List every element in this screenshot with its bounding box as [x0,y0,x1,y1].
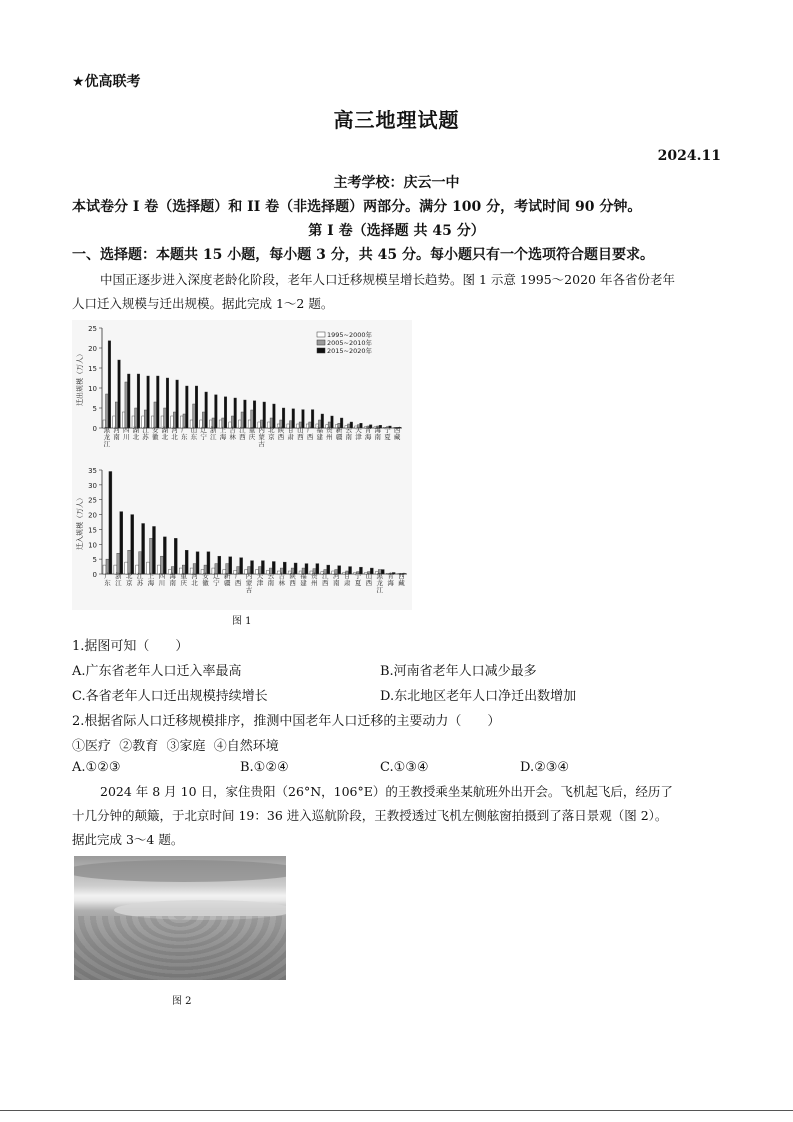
figure-2-caption: 图 2 [172,996,192,1007]
bar [115,402,118,428]
bar [196,552,199,574]
category-label: 福建 [316,426,323,441]
category-label: 江苏 [142,426,149,441]
figure-1 [72,320,412,610]
category-label: 四川 [122,426,130,441]
y-tick-label: 10 [88,385,97,393]
q1-option-d[interactable]: D.东北地区老年人口净迁出数增加 [380,689,577,704]
y-tick-label: 20 [88,511,97,520]
q2-option-b[interactable]: B.①②④ [240,760,289,775]
photo-cloud-sea [74,916,286,980]
category-label: 辽宁 [200,426,207,441]
host-school: 主考学校：庆云一中 [333,175,460,191]
bar [195,386,198,428]
bar [186,386,189,428]
category-label: 辽宁 [213,572,220,587]
intro1-line1: 中国正逐步进入深度老龄化阶段，老年人口迁移规模呈增长趋势。图 1 示意 1995～2020 年各省份老年 [100,272,675,287]
category-label: 重庆 [248,426,256,441]
y-tick-label: 15 [88,365,97,373]
y-axis-label: 迁入规模（万人） [76,494,84,550]
category-label: 内蒙古 [258,426,265,448]
category-label: 贵州 [326,426,333,441]
category-label: 山东 [190,426,198,441]
intro-paragraph-2 [72,780,732,852]
category-label: 海南 [374,426,382,441]
bar [253,401,256,428]
intro1-line2: 人口迁入规模与迁出规模。据此完成 1～2 题。 [72,296,334,311]
category-label: 新疆 [224,572,231,587]
category-label: 西藏 [398,572,405,587]
category-label: 云南 [267,572,275,587]
category-label: 河南 [113,426,120,441]
category-label: 江西 [322,572,329,587]
q1-option-c[interactable]: C.各省老年人口迁出规模持续增长 [72,689,268,704]
exam-description: 本试卷分 I 卷（选择题）和 II 卷（非选择题）两部分。满分 100 分，考试时间 90 分钟。 [72,199,642,215]
intro2-line1: 2024 年 8 月 10 日，家住贵阳（26°N，106°E）的王教授乘坐某航班外出开会。飞机起飞后，经历了 [100,784,673,799]
exam-tag: ★优高联考 [72,74,141,90]
q1-option-b[interactable]: B.河南省老年人口减少最多 [380,664,537,679]
y-axis-label: 迁出规模（万人） [76,350,84,406]
q1-option-a[interactable]: A.广东省老年人口迁入率最高 [72,664,242,679]
category-label: 云南 [345,426,353,441]
bar [106,394,109,428]
category-label: 宁夏 [384,426,391,441]
category-label: 上海 [147,572,155,587]
category-label: 山西 [365,572,373,587]
legend-label: 2005~2010年 [327,339,373,347]
category-label: 河北 [171,426,178,441]
category-label: 浙江 [210,426,217,441]
legend-swatch [317,332,325,337]
y-tick-label: 35 [88,467,97,475]
category-label: 河北 [191,572,198,587]
category-label: 海南 [169,572,177,587]
bar [205,392,208,428]
bar [147,376,150,428]
legend-swatch [317,340,325,345]
category-label: 陕西 [289,572,296,587]
bar [128,550,131,574]
bar [164,408,167,428]
q2-option-c[interactable]: C.①③④ [380,760,429,775]
bar [176,380,179,428]
section-heading: 一、选择题：本题共 15 小题，每小题 3 分，共 45 分。每小题只有一个选项符合题目要求。 [72,247,654,263]
category-label: 安徽 [202,572,209,587]
y-tick-label: 0 [92,425,97,433]
bar [244,400,247,428]
y-tick-label: 20 [88,345,97,353]
category-label: 浙江 [115,572,122,587]
bar [127,374,130,428]
bar [273,404,276,428]
bar [108,341,111,428]
category-label: 河南 [332,572,340,587]
bar [125,382,128,428]
bar [207,552,210,574]
bar [166,378,169,428]
photo-cloud-band [74,860,286,882]
category-label: 青海 [364,426,372,441]
bar [263,402,266,428]
question-2-stem: 2.根据省际人口迁移规模排序，推测中国老年人口迁移的主要动力（ ） [72,714,501,729]
y-tick-label: 25 [88,325,97,333]
category-label: 内蒙古 [245,572,253,594]
category-label: 江苏 [136,572,144,587]
legend-label: 1995~2000年 [327,331,373,339]
category-label: 广西 [306,426,314,441]
category-label: 吉林 [229,426,236,441]
category-label: 宁夏 [354,572,362,587]
bar [224,397,227,428]
y-tick-label: 30 [88,481,97,490]
volume-heading: 第 I 卷（选择题 共 45 分） [308,223,485,239]
category-label: 贵州 [311,572,318,587]
intro-paragraph-1 [72,268,732,316]
category-label: 北京 [268,426,275,441]
category-label: 广东 [181,426,188,441]
category-label: 福建 [300,572,307,587]
bar [120,512,123,574]
category-label: 北京 [125,572,133,587]
bar [150,538,153,574]
category-label: 黑龙江 [376,572,384,594]
y-tick-label: 5 [92,556,97,565]
category-label: 广东 [104,572,111,587]
y-tick-label: 10 [88,541,97,550]
bar [163,537,166,574]
legend-label: 2015~2020年 [327,347,373,355]
category-label: 山西 [297,426,304,441]
category-label: 江西 [239,426,246,441]
category-label: 吉林 [278,572,285,587]
y-tick-label: 0 [92,571,97,579]
footer-divider [0,1110,793,1111]
bar [157,376,160,428]
category-label: 广西 [234,572,242,587]
category-label: 重庆 [180,572,187,587]
bar [185,550,188,574]
question-2-items: ①医疗 ②教育 ③家庭 ④自然环境 [72,739,279,754]
bar [117,553,120,574]
category-label: 天津 [256,572,264,587]
bar [153,526,156,574]
category-label: 甘肃 [343,572,351,587]
bar [137,374,140,428]
category-label: 陕西 [277,426,285,441]
q2-option-a[interactable]: A.①②③ [72,760,121,775]
category-label: 上海 [219,426,227,441]
bar [109,471,112,574]
category-label: 湖北 [132,426,140,441]
bar [193,404,196,428]
bar [282,408,285,428]
y-tick-label: 15 [88,526,97,535]
sunset-photo [74,856,286,980]
bar [215,395,218,428]
bar [234,398,237,428]
category-label: 黑龙江 [103,426,111,448]
y-tick-label: 5 [92,405,97,413]
bar [139,552,142,574]
category-label: 四川 [158,572,166,587]
category-label: 安徽 [151,426,159,441]
y-tick-label: 25 [88,496,97,505]
category-label: 天津 [355,426,362,441]
category-label: 甘肃 [287,426,294,441]
bar [174,538,177,574]
category-label: 青海 [387,572,394,587]
exam-date: 2024.11 [657,148,721,164]
bar [142,523,145,574]
figure-1-caption: 图 1 [232,616,252,627]
question-1-stem: 1.据图可知（ ） [72,639,189,654]
category-label: 西藏 [393,426,401,441]
bar [154,402,157,428]
bar [135,408,138,428]
q2-option-d[interactable]: D.②③④ [520,760,570,775]
bar [118,360,121,428]
category-label: 新疆 [335,426,343,441]
legend-swatch [317,348,325,353]
intro2-line3: 据此完成 3～4 题。 [72,832,184,847]
intro2-line2: 十几分钟的颠簸，于北京时间 19：36 进入巡航阶段，王教授透过飞机左侧舷窗拍摄到了落日景观（图 2）。 [72,808,668,823]
category-label: 湖北 [161,426,169,441]
bar [131,515,134,574]
page-title: 高三地理试题 [333,108,460,132]
